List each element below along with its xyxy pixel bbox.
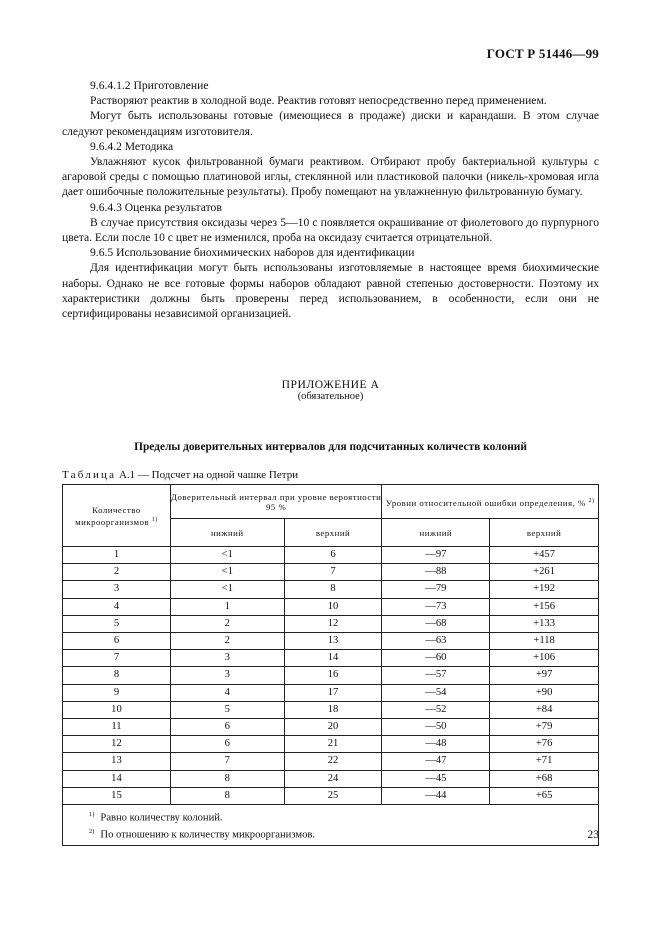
page-number: 23 <box>587 828 599 841</box>
table-row <box>63 770 599 787</box>
table-cell: —44 <box>382 787 490 804</box>
table-row <box>63 598 599 615</box>
table-cell: 6 <box>284 547 382 564</box>
table-row <box>63 615 599 632</box>
table-cell: —63 <box>382 633 490 650</box>
table-caption-number: А.1 <box>118 469 136 481</box>
table-cell: 3 <box>170 667 284 684</box>
table-cell: 13 <box>284 633 382 650</box>
footnote-ref: 1) <box>151 516 158 523</box>
table-cell: +71 <box>490 753 599 770</box>
section-title: Пределы доверительных интервалов для подсчитанных количеств колоний <box>134 441 527 453</box>
table-cell: 1 <box>63 547 171 564</box>
table-cell: 14 <box>284 650 382 667</box>
table-cell: 5 <box>63 615 171 632</box>
table-cell: 12 <box>63 736 171 753</box>
table-cell: 18 <box>284 701 382 718</box>
table-row <box>63 684 599 701</box>
table-row <box>63 564 599 581</box>
column-header-error: Уровни относительной ошибки определения, % $^{2)}$ <box>382 485 599 519</box>
table-cell: 15 <box>63 787 171 804</box>
subheader-upper: верхний <box>284 519 382 547</box>
table-note: $^{2)}$ По отношению к количеству микроорганизмов. <box>89 827 316 841</box>
table-caption-text: — Подсчет на одной чашке Петри <box>135 469 299 481</box>
appendix-title: ПРИЛОЖЕНИЕ А <box>281 378 380 391</box>
body-text <box>62 78 599 321</box>
table-cell: 7 <box>170 753 284 770</box>
paragraph: Для идентификации могут быть использованы изготовляемые в настоящее время биохимические наборы. Однако не все готовые формы наборов обладают равной степенью достоверности. Поэтому их характеристики должны быть проверены перед использованием, в особенности, если они не сертифицированы независимой организацией. <box>62 261 599 321</box>
table-cell: 5 <box>170 701 284 718</box>
column-header-confidence: Доверительный интервал при уровне вероятности 95 % <box>170 485 382 519</box>
table-row <box>63 787 599 804</box>
table-cell: —48 <box>382 736 490 753</box>
table-cell: 12 <box>284 615 382 632</box>
table-cell: 8 <box>170 770 284 787</box>
table-row <box>63 736 599 753</box>
table-cell: 4 <box>170 684 284 701</box>
table-cell: 14 <box>63 770 171 787</box>
table-cell: 10 <box>284 598 382 615</box>
subsection-heading: 9.6.4.1.2 Приготовление <box>90 79 209 92</box>
table-cell: 3 <box>63 581 171 598</box>
table-cell: —73 <box>382 598 490 615</box>
table-cell: 21 <box>284 736 382 753</box>
table-cell: —97 <box>382 547 490 564</box>
paragraph: В случае присутствия оксидазы через 5—10 с появляется окрашивание от фиолетового до пурпурного цвета. Если после 10 с цвет не изменился, проба на оксидазу считается отрицательной. <box>62 215 599 245</box>
table-cell: +261 <box>490 564 599 581</box>
table-cell: +68 <box>490 770 599 787</box>
table-cell: 10 <box>63 701 171 718</box>
table-cell: 3 <box>170 650 284 667</box>
table-cell: —47 <box>382 753 490 770</box>
table-cell: —52 <box>382 701 490 718</box>
table-cell: +97 <box>490 667 599 684</box>
table-cell: 2 <box>63 564 171 581</box>
table-cell: <1 <box>170 564 284 581</box>
paragraph: Увлажняют кусок фильтрованной бумаги реактивом. Отбирают пробу бактериальной культуры с агаровой среды с помощью платиновой иглы, стеклянной или пластиковой палочки (никель-хромовая игла дает ошибочные положительные результаты). Пробу помещают на увлажненную фильтрованную бумагу. <box>62 155 599 199</box>
table-cell: +65 <box>490 787 599 804</box>
document-standard-number: ГОСТ Р 51446—99 <box>486 46 599 61</box>
table-cell: —54 <box>382 684 490 701</box>
table-cell: 9 <box>63 684 171 701</box>
appendix-subtitle: (обязательное) <box>297 391 364 402</box>
table-cell: 7 <box>284 564 382 581</box>
table-cell: 8 <box>63 667 171 684</box>
table-cell: 8 <box>170 787 284 804</box>
table-cell: —60 <box>382 650 490 667</box>
table-cell: +156 <box>490 598 599 615</box>
subheader-lower: нижний <box>170 519 284 547</box>
subheader-upper: верхний <box>490 519 599 547</box>
table-cell: 24 <box>284 770 382 787</box>
table-row <box>63 650 599 667</box>
confidence-interval-table <box>62 484 599 846</box>
table-row <box>63 581 599 598</box>
table-cell: 16 <box>284 667 382 684</box>
table-cell: +76 <box>490 736 599 753</box>
table-cell: 7 <box>63 650 171 667</box>
table-cell: 11 <box>63 719 171 736</box>
table-cell: 8 <box>284 581 382 598</box>
table-cell: —50 <box>382 719 490 736</box>
table-cell: 25 <box>284 787 382 804</box>
subsection-heading: 9.6.5 Использование биохимических наборов для идентификации <box>90 246 415 260</box>
table-cell: +118 <box>490 633 599 650</box>
table-notes <box>63 805 599 846</box>
table-cell: +79 <box>490 719 599 736</box>
table-cell: 2 <box>170 633 284 650</box>
table-row <box>63 753 599 770</box>
paragraph: Могут быть использованы готовые (имеющиеся в продаже) диски и карандаши. В этом случае следуют рекомендациям изготовителя. <box>62 109 599 138</box>
table-cell: <1 <box>170 547 284 564</box>
table-cell: +90 <box>490 684 599 701</box>
column-header-count: Количество микроорганизмов $^{1)}$ <box>63 485 171 547</box>
table-cell: +133 <box>490 615 599 632</box>
table-cell: 17 <box>284 684 382 701</box>
table-caption <box>62 469 298 481</box>
table-cell: —57 <box>382 667 490 684</box>
table-body <box>63 547 599 805</box>
table-row <box>63 701 599 718</box>
table-note: $^{1)}$ Равно количеству колоний. <box>89 811 223 824</box>
table-cell: —68 <box>382 615 490 632</box>
table-cell: —79 <box>382 581 490 598</box>
table-cell: 22 <box>284 753 382 770</box>
table-row <box>63 667 599 684</box>
table-row <box>63 547 599 564</box>
table-cell: +84 <box>490 701 599 718</box>
subheader-lower: нижний <box>382 519 490 547</box>
table-header-row <box>63 485 599 519</box>
table-notes-row <box>63 805 599 846</box>
table-cell: +457 <box>490 547 599 564</box>
footnote-ref: 2) <box>588 497 595 504</box>
table-cell: +106 <box>490 650 599 667</box>
table-cell: 6 <box>170 719 284 736</box>
table-cell: —45 <box>382 770 490 787</box>
table-cell: 2 <box>170 615 284 632</box>
table-cell: —88 <box>382 564 490 581</box>
table-cell: 6 <box>170 736 284 753</box>
subsection-heading: 9.6.4.2 Методика <box>90 139 174 153</box>
table-cell: 13 <box>63 753 171 770</box>
subsection-heading: 9.6.4.3 Оценка результатов <box>90 200 222 214</box>
table-cell: <1 <box>170 581 284 598</box>
table-cell: +192 <box>490 581 599 598</box>
paragraph: Растворяют реактив в холодной воде. Реактив готовят непосредственно перед применением. <box>90 94 547 108</box>
table-cell: 4 <box>63 598 171 615</box>
table-cell: 20 <box>284 719 382 736</box>
table-cell: 6 <box>63 633 171 650</box>
table-caption-label: Таблица <box>62 469 117 481</box>
table-row <box>63 719 599 736</box>
table-row <box>63 633 599 650</box>
table-cell: 1 <box>170 598 284 615</box>
